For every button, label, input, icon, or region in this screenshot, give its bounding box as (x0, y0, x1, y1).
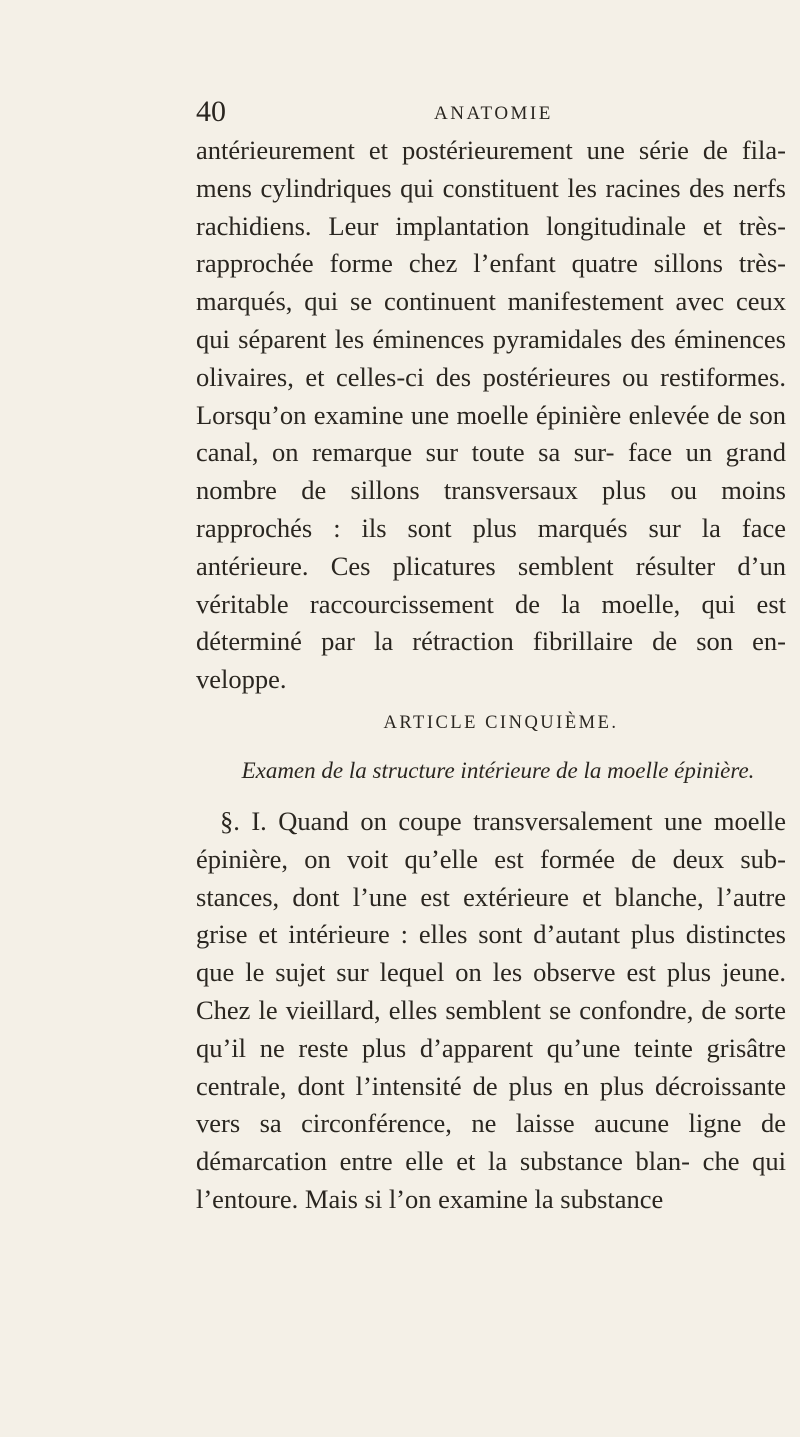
section-paragraph: §. I. Quand on coupe transversalement une moelle épinière, on voit qu’elle est formée de deux sub- stances, dont l’une est extérieure et blanche, l’autre grise et intérieure : elles sont d’autant plus distinctes que le sujet sur lequel on les observe est plus jeune. Chez le vieillard, elles semblent se confondre, de sorte qu’il ne reste plus d’apparent qu’une teinte grisâtre centrale, dont l’intensité de plus en plus décroissante vers sa circonférence, ne laisse aucune ligne de démarcation entre elle et la substance blan- che qui l’entoure. Mais si l’on examine la substance (196, 805, 786, 1214)
article-heading: ARTICLE CINQUIÈME. (383, 712, 619, 733)
running-header (196, 92, 800, 132)
body-text (196, 132, 786, 1219)
page-number: 40 (196, 95, 226, 128)
article-subtitle: Examen de la structure intérieure de la moelle épinière. (241, 757, 755, 783)
running-title: ANATOMIE (434, 103, 553, 124)
paragraph-continued: antérieurement et postérieurement une série de fila- mens cylindriques qui constituent les racines des nerfs rachidiens. Leur implantation longitudinale et très-rapprochée forme chez l’enfant quatre sillons très-marqués, qui se continuent manifestement avec ceux qui séparent les éminences pyramidales des éminences olivaires, et celles-ci des postérieures ou restiformes. Lorsqu’on examine une moelle épinière enlevée de son canal, on remarque sur toute sa sur- face un grand nombre de sillons transversaux plus ou moins rapprochés : ils sont plus marqués sur la face antérieure. Ces plicatures semblent résulter d’un véritable raccourcissement de la moelle, qui est déterminé par la rétraction fibrillaire de son en- veloppe. (196, 135, 786, 695)
